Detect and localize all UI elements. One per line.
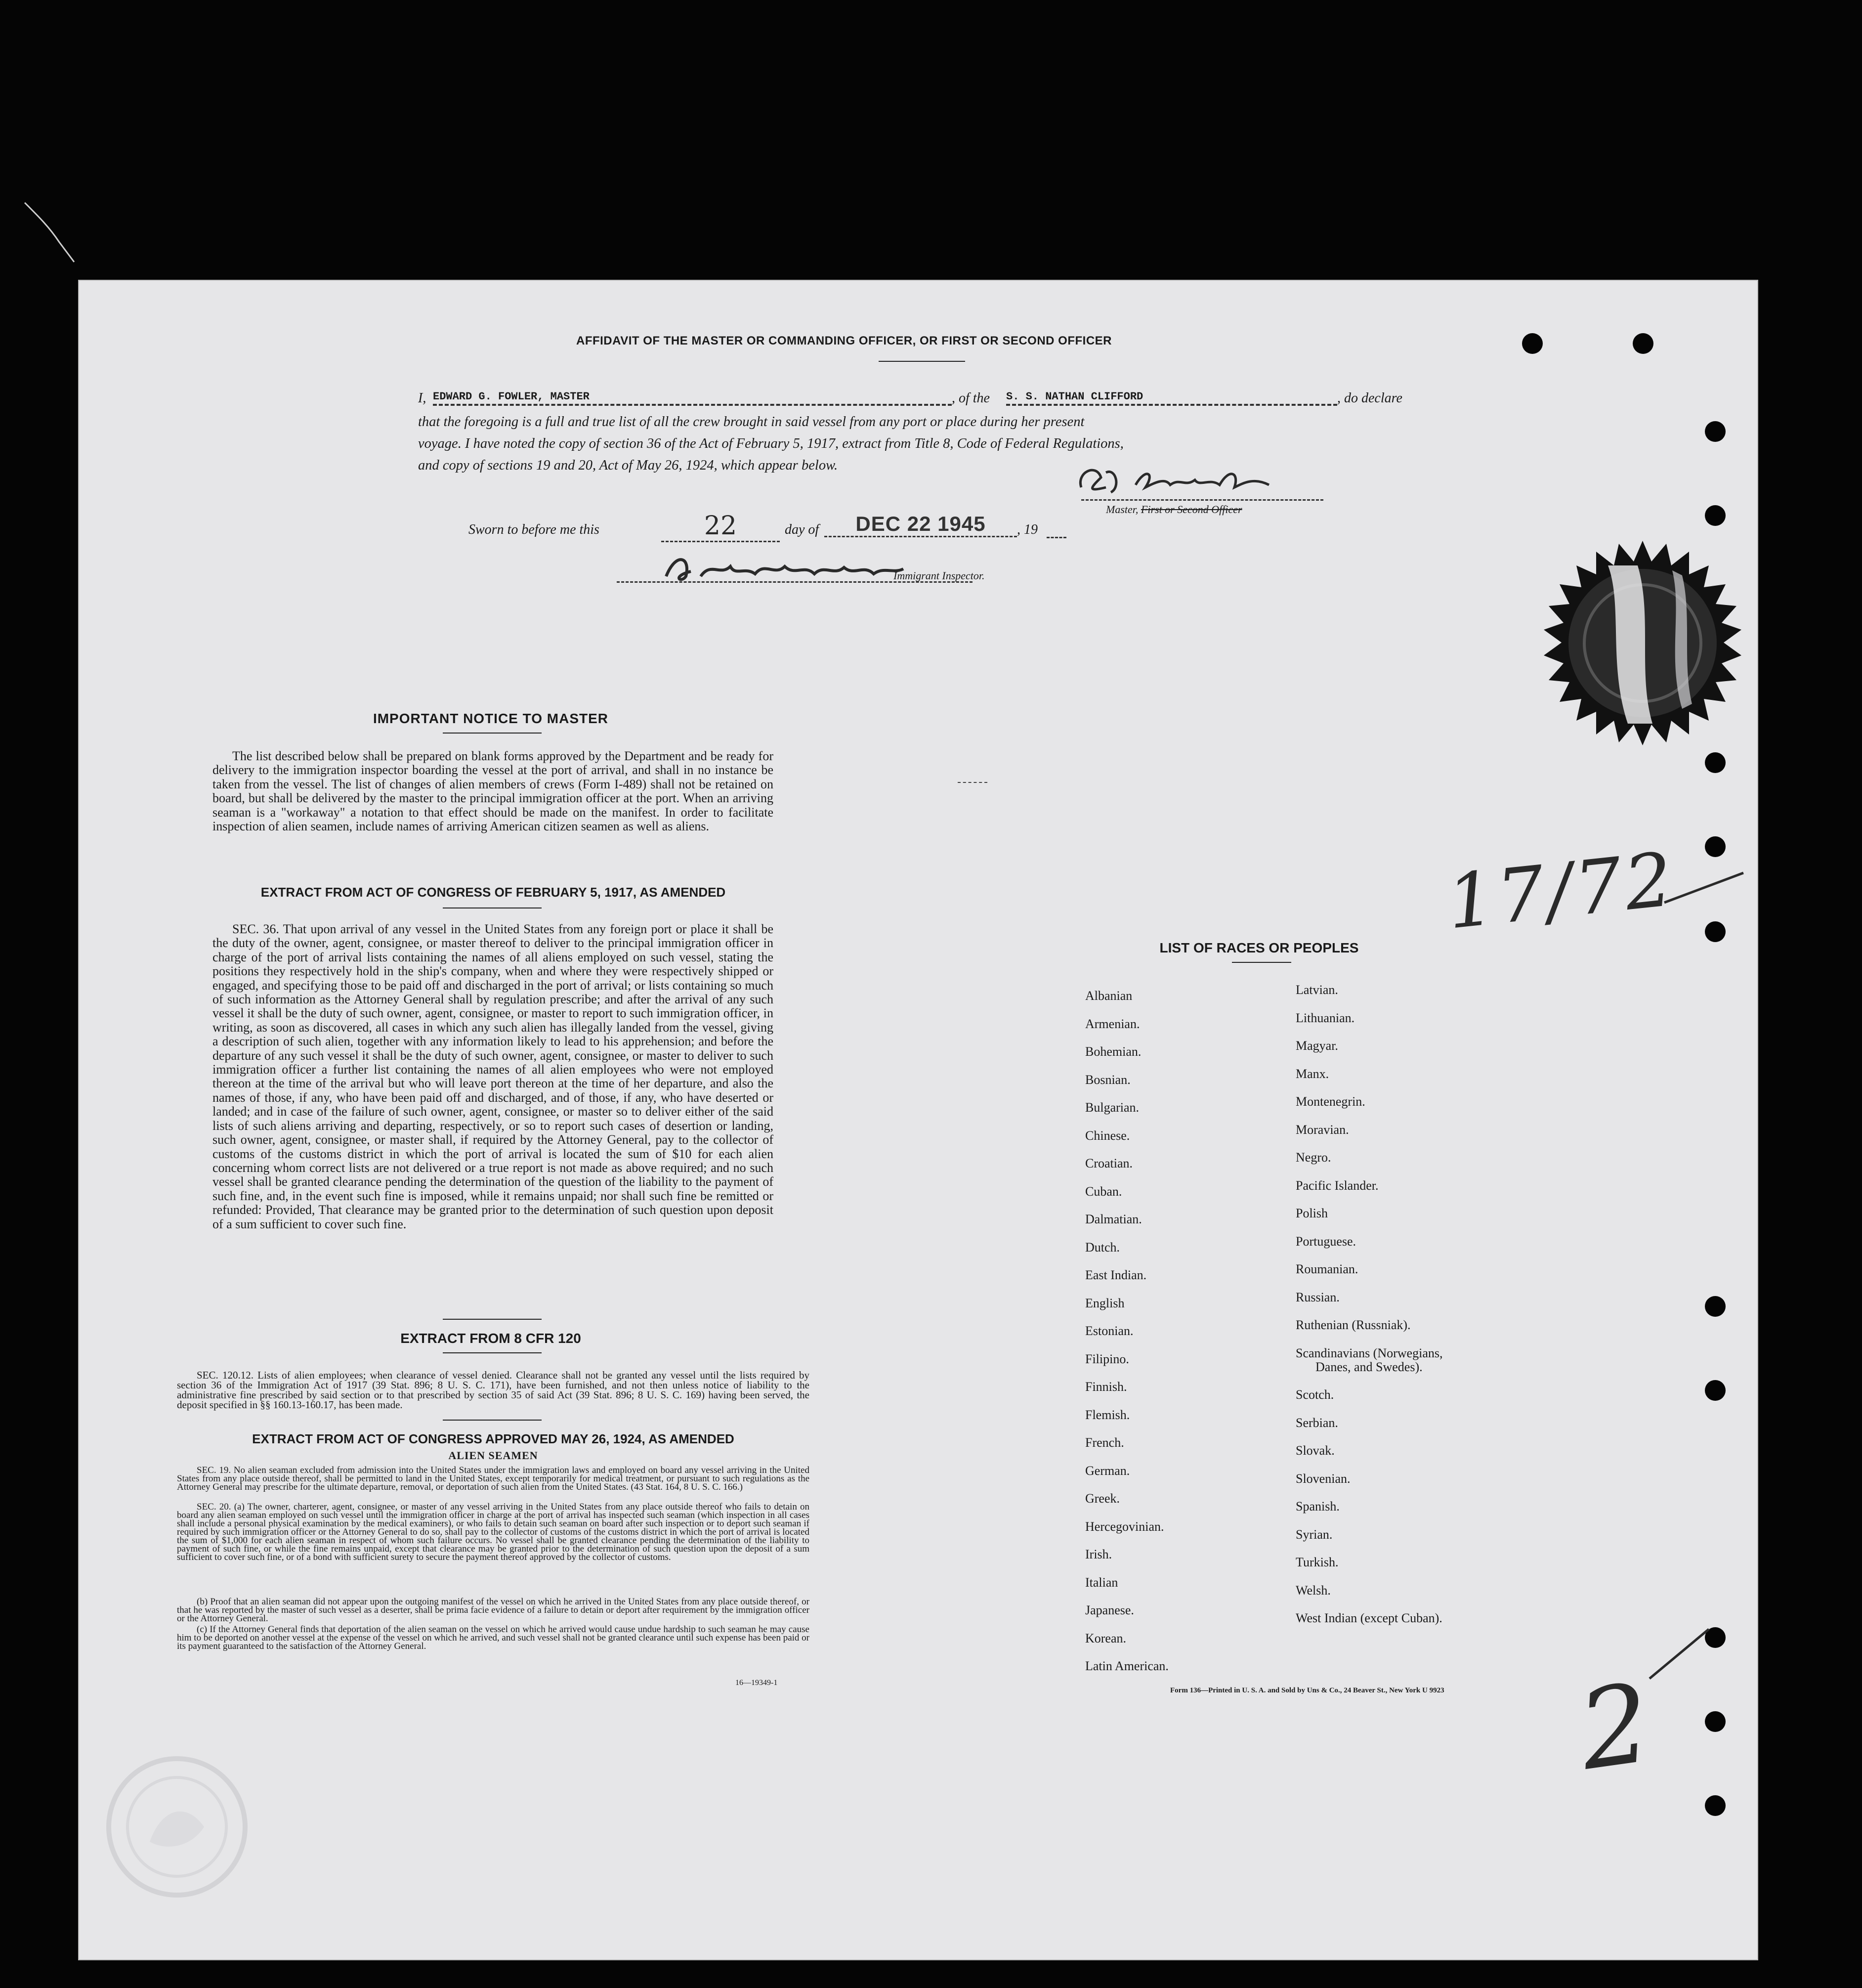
master-signature — [1071, 458, 1279, 502]
race-item: Serbian. — [1296, 1415, 1338, 1430]
form-code: 16—19349-1 — [735, 1679, 778, 1687]
annotation-stroke — [1659, 868, 1748, 908]
race-item: Estonian. — [1085, 1324, 1134, 1338]
race-item: Scotch. — [1296, 1387, 1334, 1402]
extract-1924-sec20c: (c) If the Attorney General finds that deportation of the alien seaman on the vessel on which he arrived would cause undue hardship to such seaman he may cause him to be deported on another vessel at the expense of the vessel on which he arrived, and such vessel shall not be granted clearance until such expense has been paid or its payment guaranteed to the satisfaction of the Attorney General. — [177, 1624, 809, 1651]
stray-mark — [20, 198, 79, 267]
races-right-column — [1296, 983, 1553, 1675]
race-item: Dutch. — [1085, 1240, 1120, 1254]
race-item: Slovak. — [1296, 1443, 1335, 1458]
sworn-line — [468, 511, 1160, 547]
extract-1924-sec20a: SEC. 20. (a) The owner, charterer, agent, consignee, or master of any vessel arriving in the United States from any place outside thereof who fails to detain on board any alien seaman employed on such vessel until the immigration officer in charge at the port of arrival has inspected such seaman (which inspection in all cases shall include a personal physical examination by the medical examiners), or who fails to detain such seaman on board after such inspection or to deport such seaman if required by such immigration officer or the Attorney General to do so, shall pay to the collector of customs of the customs district in which the port of arrival is located the sum of $1,000 for each alien seaman in respect of whom such failure occurs. No vessel shall be granted clearance pending the determination of the liability to payment of such fine, or while the fine remains unpaid, except that clearance may be granted prior to the determination of such question upon the deposit of a sum sufficient to cover such fine, or of a bond with sufficient surety to secure the payment thereof approved by the collector of customs. — [177, 1502, 809, 1562]
races-rule — [1232, 962, 1291, 963]
race-item: Negro. — [1296, 1150, 1331, 1165]
alien-seamen-subheading: ALIEN SEAMEN — [448, 1449, 538, 1462]
corner-mark-annotation: 2 — [1571, 1659, 1658, 1795]
sworn-day: 22 — [661, 511, 780, 542]
date-stamp: DEC 22 1945 — [824, 512, 1017, 537]
race-item: Polish — [1296, 1206, 1328, 1220]
corner-stroke — [1645, 1624, 1714, 1684]
notice-text: The list described below shall be prepared on blank forms approved by the Department and be ready for delivery to the immigration inspector boarding the vessel at the port of arrival, and shall in no instance be taken from the vessel. The list of changes of alien members of crews (Form I-489) shall not be retained on board, but shall be delivered by the master to the principal immigration officer at the port. When an arriving seaman is a "workaway" a notation to that effect should be made on the manifest. In order to facilitate inspection of alien seamen, include names of arriving American citizen seamen as well as aliens. — [212, 749, 773, 834]
sworn-prefix: Sworn to before me this — [468, 522, 599, 537]
extract-1917-text: SEC. 36. That upon arrival of any vessel in the United States from any foreign port or place it shall be the duty of the owner, agent, consignee, or master thereof to deliver to the principal immigration officer in charge of the port of arrival lists containing the names of all aliens employed on such vessel, stating the positions they respectively hold in the ship's company, when and where they were respectively shipped or engaged, and specifying those to be paid off and discharged in the port of arrival; or lists containing so much of such information as the Attorney General shall by regulation prescribe; and after the arrival of any such vessel it shall be the duty of such owner, agent, consignee, or master to report to such immigration officer, in writing, as soon as discovered, all cases in which any such alien has illegally landed from the vessel, giving a description of such alien, together with any information likely to lead to his apprehension; and before the departure of any such vessel it shall be the duty of such owner, agent, consignee, or master to deliver to such immigration officer a further list containing the names of all alien employees who were not employed thereon at the time of the arrival but who will leave port thereon at the time of her departure, and also the names of those, if any, who have been paid off and discharged, and of those, if any, who have deserted or landed; and in case of the failure of such owner, agent, consignee, or master so to deliver either of the said lists of such aliens arriving and departing, respectively, or so to report such cases of desertion or landing, such owner, agent, consignee, or master shall, if required by the Attorney General, pay to the collector of customs of the customs district in which the port of arrival is located the sum of $10 for each alien concerning whom correct lists are not delivered or a true report is not made as above required; and no such vessel shall be granted clearance pending the determination of the question of the liability to the payment of such fine, and, in the event such fine is imposed, while it remains unpaid; nor shall such fine be remitted or refunded: Provided, That clearance may be granted prior to the determination of such question upon deposit of a sum sufficient to cover such fine. — [212, 922, 773, 1231]
affidavit-line-4: and copy of sections 19 and 20, Act of May 26, 1924, which appear below. — [418, 458, 838, 473]
punch-hole — [1705, 1711, 1726, 1732]
race-item: Manx. — [1296, 1066, 1329, 1081]
race-item: English — [1085, 1296, 1125, 1310]
punch-hole — [1705, 752, 1726, 773]
affidavit-line-3: voyage. I have noted the copy of section 36 of the Act of February 5, 1917, extract from Title 8, Code of Federal Regulations, — [418, 436, 1124, 451]
race-item: Turkish. — [1296, 1555, 1339, 1569]
race-item: Portuguese. — [1296, 1234, 1356, 1249]
race-item: Moravian. — [1296, 1122, 1349, 1137]
punch-hole — [1705, 1296, 1726, 1317]
cfr-top-rule — [443, 1319, 542, 1320]
printer-footer: Form 136—Printed in U. S. A. and Sold by Uns & Co., 24 Beaver St., New York U 9923 — [1170, 1686, 1444, 1694]
race-item: Italian — [1085, 1575, 1118, 1590]
seal-icon — [1534, 536, 1751, 753]
extract-1924-sec19: SEC. 19. No alien seaman excluded from admission into the United States under the immigration laws and employed on board any vessel arriving in the United States from any place outside thereof, shall be permitted to land in the United States, except temporarily for medical treatment, or pursuant to such regulations as the Attorney General may prescribe for the ultimate departure, removal, or deportation of such alien from the United States. (43 Stat. 164, 8 U. S. C. 166.) — [177, 1465, 809, 1492]
race-item: Dalmatian. — [1085, 1212, 1142, 1226]
race-item: Irish. — [1085, 1547, 1112, 1561]
race-item: Latvian. — [1296, 983, 1338, 997]
race-item: Russian. — [1296, 1290, 1340, 1304]
race-item: Welsh. — [1296, 1583, 1331, 1598]
race-item: Syrian. — [1296, 1527, 1333, 1542]
race-item: Montenegrin. — [1296, 1094, 1365, 1109]
race-item: Slovenian. — [1296, 1471, 1351, 1486]
center-mark — [958, 782, 987, 783]
punch-hole — [1705, 1380, 1726, 1401]
race-item: West Indian (except Cuban). — [1296, 1611, 1442, 1625]
race-item: Finnish. — [1085, 1380, 1127, 1394]
race-item: Korean. — [1085, 1631, 1127, 1645]
race-item: Japanese. — [1085, 1603, 1134, 1617]
affidavit-title: AFFIDAVIT OF THE MASTER OR COMMANDING OFFICER, OR FIRST OR SECOND OFFICER — [576, 334, 1112, 347]
master-caption-label: Master, — [1106, 503, 1139, 516]
race-item: Latin American. — [1085, 1659, 1169, 1673]
race-item: Albanian — [1085, 989, 1133, 1003]
extract-1917-heading: EXTRACT FROM ACT OF CONGRESS OF FEBRUARY 5, 1917, AS AMENDED — [260, 885, 726, 900]
notice-heading: IMPORTANT NOTICE TO MASTER — [373, 711, 609, 726]
race-item: Scandinavians (Norwegians, — [1296, 1345, 1443, 1360]
race-item: Pacific Islander. — [1296, 1178, 1379, 1193]
extract-1924-top-rule — [443, 1420, 542, 1421]
year-line — [1047, 537, 1066, 538]
race-item: Lithuanian. — [1296, 1010, 1355, 1025]
race-item: Magyar. — [1296, 1038, 1338, 1053]
of-the-text: , of the — [952, 390, 990, 406]
race-item: Danes, and Swedes). — [1315, 1359, 1423, 1374]
affidavit-line-2: that the foregoing is a full and true list of all the crew brought in said vessel from any port or place during her present — [418, 414, 1085, 430]
affidavit-line-1 — [418, 390, 1446, 410]
day-of-text: day of — [785, 522, 819, 537]
race-item: French. — [1085, 1435, 1124, 1450]
extract-cfr-heading: EXTRACT FROM 8 CFR 120 — [400, 1331, 581, 1346]
races-heading: LIST OF RACES OR PEOPLES — [1159, 940, 1359, 955]
inspector-signature — [656, 547, 933, 591]
punch-hole — [1705, 505, 1726, 526]
race-item: Filipino. — [1085, 1351, 1129, 1366]
race-item: Armenian. — [1085, 1016, 1140, 1031]
do-declare-text: , do declare — [1337, 390, 1402, 406]
race-item: German. — [1085, 1463, 1130, 1478]
extract-1924-heading: EXTRACT FROM ACT OF CONGRESS APPROVED MAY 26, 1924, AS AMENDED — [252, 1431, 734, 1446]
master-name-field: EDWARD G. FOWLER, MASTER — [433, 390, 952, 406]
inspector-caption: Immigrant Inspector. — [893, 569, 985, 582]
race-item: Roumanian. — [1296, 1262, 1358, 1276]
race-item: Ruthenian (Russniak). — [1296, 1318, 1411, 1332]
line1-prefix: I, — [418, 390, 426, 406]
race-item: Spanish. — [1296, 1499, 1340, 1513]
punch-hole — [1705, 1795, 1726, 1816]
race-item: Flemish. — [1085, 1407, 1130, 1422]
race-item: East Indian. — [1085, 1268, 1147, 1282]
race-item: Bulgarian. — [1085, 1100, 1140, 1115]
year-prefix: , 19 — [1017, 522, 1038, 537]
master-caption — [1106, 503, 1242, 516]
races-left-column — [1085, 989, 1283, 1681]
extract-1924-sec20b: (b) Proof that an alien seaman did not appear upon the outgoing manifest of the vessel on which he arrived in the United States from any place outside thereof, or that he was reported by the master of such vessel as a deserter, shall be prima facie evidence of a failure to detain or deport after requirement by the immigration officer or the Attorney General. — [177, 1597, 809, 1624]
struck-officer-caption: First or Second Officer — [1141, 503, 1242, 516]
notice-rule — [443, 733, 542, 734]
race-item: Croatian. — [1085, 1156, 1133, 1170]
race-item: Chinese. — [1085, 1128, 1130, 1143]
vessel-name-field: S. S. NATHAN CLIFFORD — [1006, 390, 1337, 406]
punch-hole — [1705, 836, 1726, 857]
affidavit-page — [78, 280, 1758, 1960]
page-number-annotation: 17/72 — [1443, 836, 1680, 946]
race-item: Cuban. — [1085, 1184, 1122, 1199]
master-signature-line — [1081, 499, 1323, 501]
embossed-seal-icon — [103, 1753, 251, 1901]
punch-hole — [1633, 333, 1653, 354]
race-item: Greek. — [1085, 1491, 1120, 1506]
punch-hole — [1705, 921, 1726, 942]
extract-cfr-text: SEC. 120.12. Lists of alien employees; when clearance of vessel denied. Clearance shall not be granted any vessel until the lists required by section 36 of the Immigration Act of 1917 (39 Stat. 896; 8 U. S. C. 171), have been furnished, and not then unless notice of liability to the administrative fine prescribed by said section or to that prescribed by section 35 of said Act (39 Stat. 896; 8 U. S. C. 169) having been served, the deposit specified in §§ 160.13-160.17, has been made. — [177, 1369, 809, 1411]
title-rule — [879, 361, 965, 362]
punch-hole — [1522, 333, 1543, 354]
punch-hole — [1705, 421, 1726, 442]
cfr-rule — [443, 1352, 542, 1353]
race-item: Bosnian. — [1085, 1072, 1131, 1087]
race-item: Hercegovinian. — [1085, 1519, 1164, 1534]
race-item: Bohemian. — [1085, 1044, 1142, 1059]
